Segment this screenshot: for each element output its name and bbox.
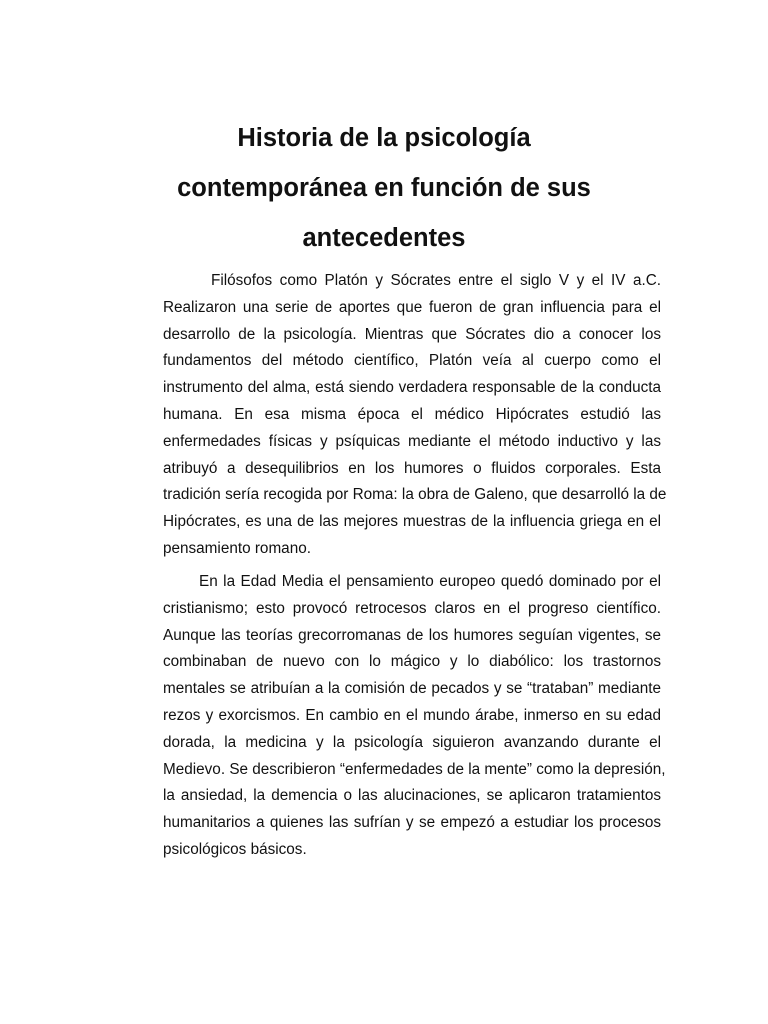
text-line: dorada, la medicina y la psicología siguieron avanzando durante el xyxy=(163,733,661,751)
text-line: desarrollo de la psicología. Mientras que Sócrates dio a conocer los xyxy=(163,325,661,343)
text-line: Filósofos como Platón y Sócrates entre el siglo V y el IV a.C. xyxy=(211,272,661,289)
paragraph-middle-ages xyxy=(163,569,666,864)
text-line: Hipócrates, es una de las mejores muestras de la influencia griega en el xyxy=(163,513,661,531)
text-line: la ansiedad, la demencia o las alucinaciones, se aplicaron tratamientos xyxy=(163,787,661,805)
text-line: Medievo. Se describieron “enfermedades de la mente” como la depresión, xyxy=(163,760,666,778)
text-line: combinaban de nuevo con lo mágico y lo diabólico: los trastornos xyxy=(163,653,661,671)
title-line: contemporánea en función de sus xyxy=(177,174,591,202)
text-line: mentales se atribuían a la comisión de pecados y se “trataban” mediante xyxy=(163,680,661,698)
text-line: humana. En esa misma época el médico Hipócrates estudió las xyxy=(163,405,661,423)
text-line: rezos y exorcismos. En cambio en el mundo árabe, inmerso en su edad xyxy=(163,706,661,724)
text-line: pensamiento romano. xyxy=(163,539,311,557)
text-line: Aunque las teorías grecorromanas de los humores seguían vigentes, se xyxy=(163,626,661,644)
text-line: Realizaron una serie de aportes que fueron de gran influencia para el xyxy=(163,298,661,316)
text-line: cristianismo; esto provocó retrocesos claros en el progreso científico. xyxy=(163,599,661,617)
title-line: antecedentes xyxy=(302,224,466,252)
paragraph-greek-philosophers xyxy=(163,268,667,563)
text-line: atribuyó a desequilibrios en los humores o fluidos corporales. Esta xyxy=(163,459,661,477)
text-line: fundamentos del método científico, Platón veía al cuerpo como el xyxy=(163,352,661,370)
document-title xyxy=(120,113,648,263)
title-line: Historia de la psicología xyxy=(237,124,531,152)
text-line: tradición sería recogida por Roma: la obra de Galeno, que desarrolló la de xyxy=(163,486,667,504)
text-line: instrumento del alma, está siendo verdadera responsable de la conducta xyxy=(163,379,661,397)
text-line: humanitarios a quienes las sufrían y se empezó a estudiar los procesos xyxy=(163,814,661,832)
text-line: enfermedades físicas y psíquicas mediante el método inductivo y las xyxy=(163,432,661,450)
text-line: En la Edad Media el pensamiento europeo quedó dominado por el xyxy=(199,573,661,590)
text-line: psicológicos básicos. xyxy=(163,840,307,858)
